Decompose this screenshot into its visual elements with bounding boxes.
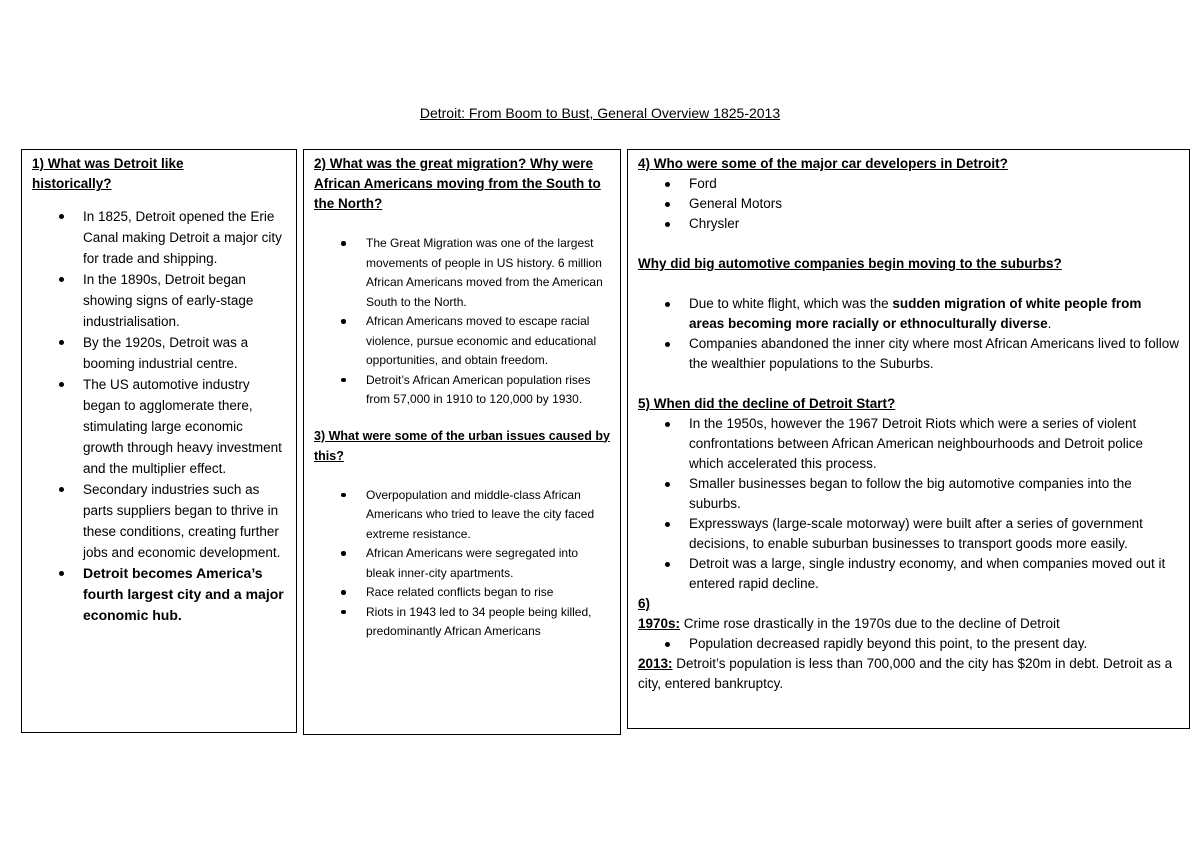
list-item: Race related conflicts began to rise xyxy=(314,583,610,603)
section-developers-heading: 4) Who were some of the major car developers in Detroit? xyxy=(638,156,1008,171)
list-item: Detroit becomes America’s fourth largest city and a major economic hub. xyxy=(32,563,286,626)
section-history xyxy=(21,149,297,733)
timeline-1970s-list xyxy=(638,634,1179,654)
list-item: Riots in 1943 led to 34 people being killed, predominantly African Americans xyxy=(314,603,610,642)
migration-list xyxy=(314,234,610,410)
list-item: The Great Migration was one of the largest movements of people in US history. 6 million African Americans moved from the American South to the North. xyxy=(314,234,610,312)
list-item: African Americans moved to escape racial violence, pursue economic and educational opportunities, and obtain freedom. xyxy=(314,312,610,371)
urban-issues-list xyxy=(314,486,610,642)
list-item: African Americans were segregated into bleak inner-city apartments. xyxy=(314,544,610,583)
bold-text: sudden migration of white people from areas becoming more racially or ethnoculturally diverse xyxy=(689,296,1142,331)
list-item: Companies abandoned the inner city where most African Americans lived to follow the wealthier populations to the Suburbs. xyxy=(638,334,1179,374)
history-list xyxy=(32,206,286,626)
list-item: Population decreased rapidly beyond this point, to the present day. xyxy=(638,634,1179,654)
heading-line: historically? xyxy=(32,176,112,191)
list-item: General Motors xyxy=(638,194,1179,214)
section-suburbs-heading: Why did big automotive companies begin moving to the suburbs? xyxy=(638,256,1062,271)
text-span: . xyxy=(1047,316,1052,331)
section-migration-heading: 2) What was the great migration? Why were African Americans moving from the South to the North? xyxy=(314,156,601,211)
page-title: Detroit: From Boom to Bust, General Overview 1825-2013 xyxy=(419,105,781,121)
list-item: In the 1890s, Detroit began showing signs of early-stage industrialisation. xyxy=(32,269,286,332)
section-great-migration xyxy=(303,149,621,735)
list-item: Chrysler xyxy=(638,214,1179,234)
list-item: In the 1950s, however the 1967 Detroit Riots which were a series of violent confrontations between African American neighbourhoods and Detroit police which accelerated this process. xyxy=(638,414,1179,474)
year-label: 1970s: xyxy=(638,616,681,631)
list-item: The US automotive industry began to agglomerate there, stimulating large economic growth through heavy investment and the multiplier effect. xyxy=(32,374,286,479)
list-item: Secondary industries such as parts suppliers began to thrive in these conditions, creating further jobs and economic development. xyxy=(32,479,286,563)
heading-line: 1) What was Detroit like xyxy=(32,156,184,171)
suburbs-list xyxy=(638,294,1179,374)
list-item xyxy=(638,294,1179,334)
decline-list xyxy=(638,414,1179,594)
list-item: Expressways (large-scale motorway) were built after a series of government decisions, to enable suburban businesses to transport goods more easily. xyxy=(638,514,1179,554)
section-car-developers xyxy=(627,149,1190,729)
section-6-heading: 6) xyxy=(638,596,651,611)
list-item: Ford xyxy=(638,174,1179,194)
timeline-1970s xyxy=(638,614,1179,634)
list-item: By the 1920s, Detroit was a booming industrial centre. xyxy=(32,332,286,374)
list-item: Smaller businesses began to follow the big automotive companies into the suburbs. xyxy=(638,474,1179,514)
timeline-2013 xyxy=(638,654,1179,694)
list-item: Detroit’s African American population rises from 57,000 in 1910 to 120,000 by 1930. xyxy=(314,371,610,410)
text-span: Detroit’s population is less than 700,000 and the city has $20m in debt. Detroit as a city, entered bankruptcy. xyxy=(638,656,1173,691)
section-decline-heading: 5) When did the decline of Detroit Start? xyxy=(638,396,896,411)
list-item: In 1825, Detroit opened the Erie Canal making Detroit a major city for trade and shipping. xyxy=(32,206,286,269)
list-item: Detroit was a large, single industry economy, and when companies moved out it entered rapid decline. xyxy=(638,554,1179,594)
developers-list xyxy=(638,174,1179,234)
text-span: Crime rose drastically in the 1970s due to the decline of Detroit xyxy=(680,616,1060,631)
list-item: Overpopulation and middle-class African Americans who tried to leave the city faced extreme resistance. xyxy=(314,486,610,545)
section-history-heading xyxy=(32,154,286,194)
year-label: 2013: xyxy=(638,656,673,671)
section-urban-issues-heading: 3) What were some of the urban issues caused by this? xyxy=(314,428,610,463)
text-span: Due to white flight, which was the xyxy=(689,296,893,311)
